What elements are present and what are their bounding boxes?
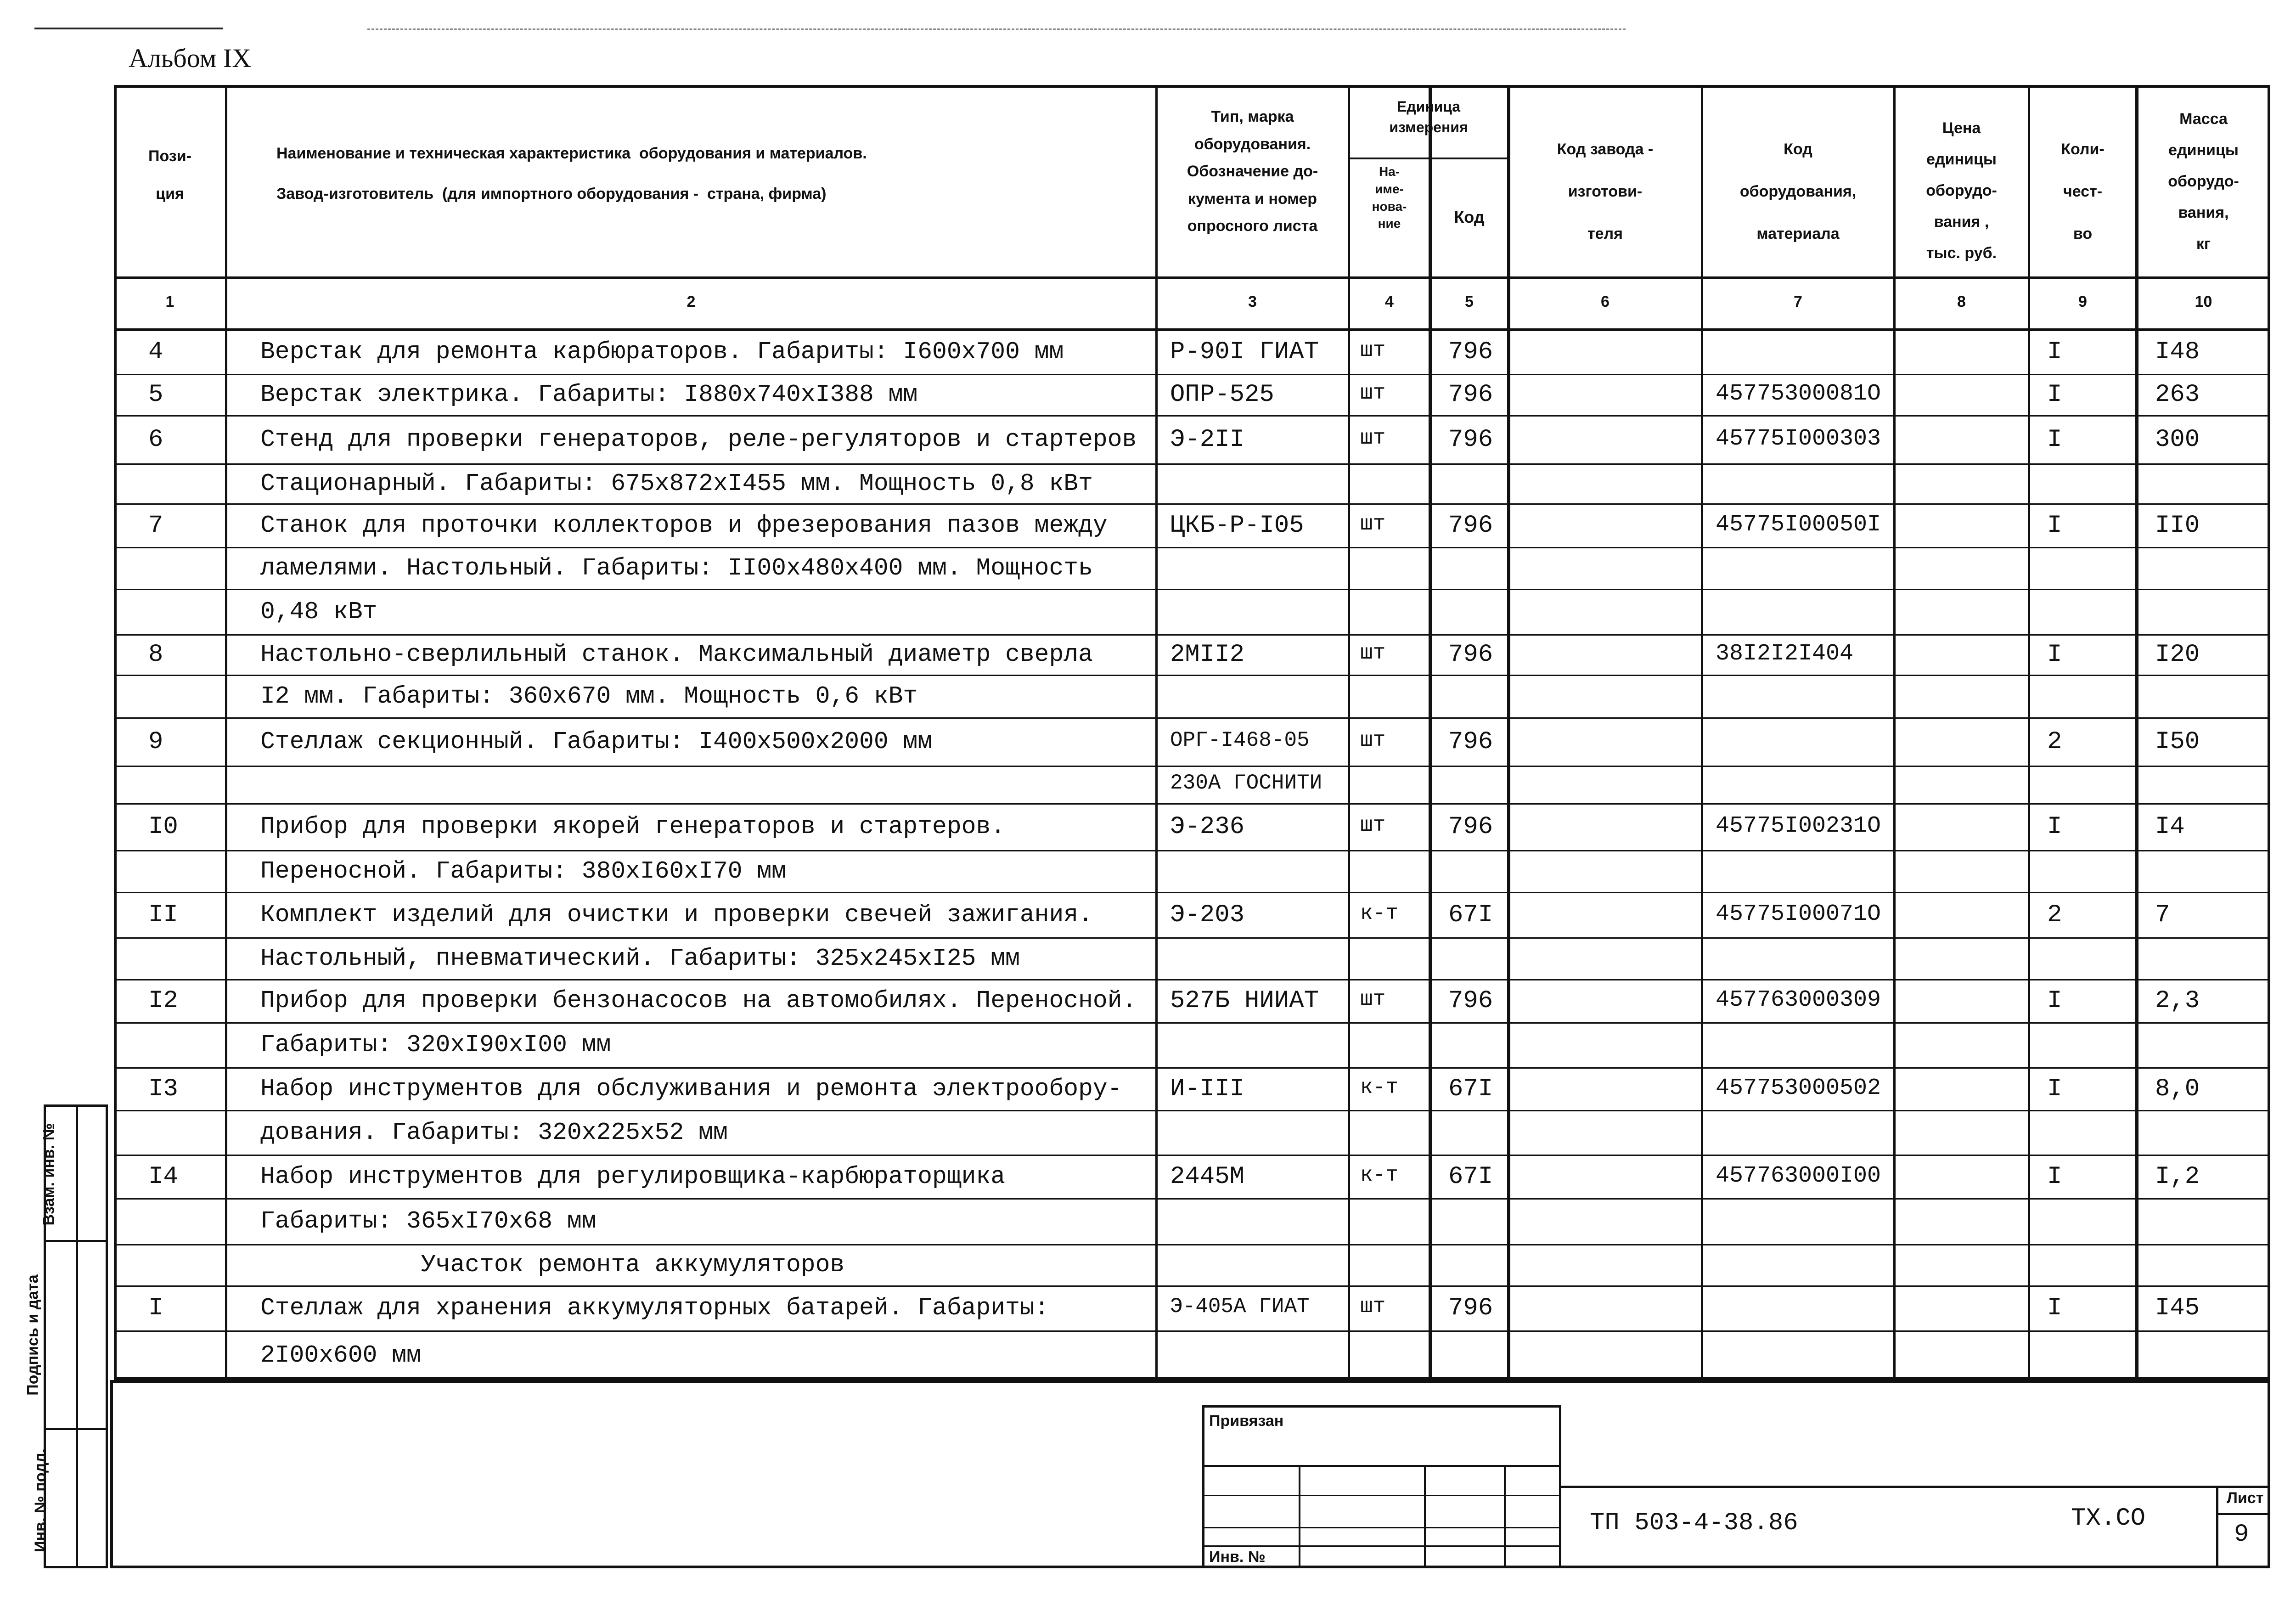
row-divider (114, 547, 2270, 548)
row-mass: I,2 (2155, 1162, 2200, 1191)
row-type: Э-203 (1170, 901, 1245, 929)
row-position: 5 (148, 381, 163, 409)
row-position: I0 (148, 813, 178, 841)
row-unit-code: 796 (1448, 425, 1493, 454)
row-name: Габариты: 365xI70x68 мм (260, 1207, 597, 1235)
row-quantity: I (2047, 381, 2062, 409)
row-type: И-III (1170, 1075, 1245, 1103)
row-divider (114, 463, 2270, 465)
row-divider (114, 1067, 2270, 1069)
row-name: Стенд для проверки генераторов, реле-регуляторов и стартеров (260, 425, 1137, 453)
row-position: I3 (148, 1075, 178, 1103)
row-position: 8 (148, 641, 163, 669)
row-equipment-code: 45775I000303 (1716, 425, 1881, 452)
row-type: 230А ГОСНИТИ (1170, 771, 1322, 795)
column-number: 10 (2195, 293, 2212, 310)
row-divider (114, 803, 2270, 805)
column-number: 6 (1601, 293, 1609, 310)
row-quantity: I (2047, 425, 2062, 454)
row-quantity: I (2047, 338, 2062, 366)
row-divider (114, 589, 2270, 590)
row-divider (114, 1285, 2270, 1287)
row-quantity: I (2047, 1075, 2062, 1103)
row-equipment-code: 45775300081O (1716, 381, 1881, 407)
section-code: ТХ.СО (2071, 1504, 2146, 1532)
row-unit: к-т (1360, 901, 1398, 925)
privyazan-label: Привязан (1209, 1412, 1284, 1430)
row-name: Стеллаж секционный. Габариты: I400x500x2000 мм (260, 727, 933, 755)
row-unit: шт (1360, 1295, 1386, 1318)
row-position: I (148, 1294, 163, 1322)
row-divider (114, 1022, 2270, 1024)
row-position: 4 (148, 338, 163, 366)
row-unit-code: 796 (1448, 987, 1493, 1015)
row-divider (114, 1198, 2270, 1200)
row-position: II (148, 901, 178, 929)
row-position: 9 (148, 727, 163, 756)
row-mass: II0 (2155, 511, 2200, 540)
sheet-label: Лист (2227, 1489, 2264, 1507)
row-equipment-code: 457763000309 (1716, 987, 1881, 1013)
row-quantity: I (2047, 987, 2062, 1015)
header-factory-code: Код завода - изготови- теля (1557, 141, 1654, 242)
row-divider (114, 634, 2270, 636)
column-number: 4 (1385, 293, 1394, 310)
header-unit-group: Единица измерения (1389, 98, 1468, 135)
row-name: Переносной. Габариты: 380xI60xI70 мм (260, 857, 786, 885)
header-position: Пози- ция (148, 147, 191, 203)
row-type: 527Б НИИАТ (1170, 987, 1319, 1015)
row-mass: 7 (2155, 901, 2170, 929)
row-type: 2445М (1170, 1162, 1245, 1191)
row-divider (114, 892, 2270, 893)
column-divider (2135, 85, 2138, 1380)
row-quantity: I (2047, 1294, 2062, 1322)
row-name: I2 мм. Габариты: 360x670 мм. Мощность 0,6 кВт (260, 682, 918, 710)
row-quantity: I (2047, 641, 2062, 669)
row-type: Э-2II (1170, 425, 1245, 454)
row-name: Настольный, пневматический. Габариты: 325x245xI25 мм (260, 944, 1020, 972)
privyazan-block (1202, 1405, 1561, 1568)
row-divider (114, 675, 2270, 676)
row-name: Стеллаж для хранения аккумуляторных батарей. Габариты: (260, 1294, 1049, 1322)
row-unit-code: 796 (1448, 727, 1493, 756)
row-type: Э-236 (1170, 813, 1245, 841)
column-number: 7 (1794, 293, 1802, 310)
row-name: Прибор для проверки якорей генераторов и стартеров. (260, 813, 1006, 840)
row-unit-code: 796 (1448, 641, 1493, 669)
row-unit: шт (1360, 426, 1386, 450)
column-number: 9 (2078, 293, 2087, 310)
row-unit-code: 796 (1448, 381, 1493, 409)
header-bottom-line (114, 276, 2270, 279)
row-unit: шт (1360, 728, 1386, 752)
row-mass: 263 (2155, 381, 2200, 409)
column-number: 5 (1465, 293, 1474, 310)
row-mass: I48 (2155, 338, 2200, 366)
column-divider (1348, 85, 1350, 1380)
row-name: Набор инструментов для регулировщика-карбюраторщика (260, 1162, 1006, 1190)
row-name: ламелями. Настольный. Габариты: II00x480x400 мм. Мощность (260, 554, 1093, 582)
row-quantity: I (2047, 511, 2062, 540)
row-name: Участок ремонта аккумуляторов (260, 1251, 845, 1279)
row-name: Станок для проточки коллекторов и фрезерования пазов между (260, 511, 1108, 539)
row-equipment-code: 38I2I2I404 (1716, 641, 1854, 667)
row-name: Настольно-сверлильный станок. Максимальный диаметр сверла (260, 641, 1093, 668)
row-mass: 300 (2155, 425, 2200, 454)
row-type: ОРГ-I468-05 (1170, 728, 1310, 752)
row-unit-code: 67I (1448, 1162, 1493, 1191)
row-name: Габариты: 320xI90xI00 мм (260, 1031, 611, 1059)
row-unit-code: 796 (1448, 338, 1493, 366)
row-position: 7 (148, 511, 163, 540)
row-mass: I50 (2155, 727, 2200, 756)
row-name: Комплект изделий для очистки и проверки свечей зажигания. (260, 901, 1093, 929)
row-unit: к-т (1360, 1075, 1398, 1099)
column-divider (1893, 85, 1896, 1380)
row-unit-code: 796 (1448, 511, 1493, 540)
row-name: Верстак для ремонта карбюраторов. Габариты: I600x700 мм (260, 338, 1064, 366)
row-quantity: 2 (2047, 901, 2062, 929)
stamp-replace-inv: Взам. инв. № (40, 1123, 58, 1226)
row-equipment-code: 45775I00071O (1716, 901, 1881, 927)
header-mass: Масса единицы оборудо- вания, кг (2168, 110, 2239, 253)
row-divider (114, 1155, 2270, 1156)
row-quantity: 2 (2047, 727, 2062, 756)
row-unit: шт (1360, 813, 1386, 837)
row-quantity: I (2047, 813, 2062, 841)
row-unit-code: 796 (1448, 1294, 1493, 1322)
row-type: 2МII2 (1170, 641, 1245, 669)
header-unit-name: На- име- нова- ние (1372, 164, 1407, 231)
row-position: I2 (148, 987, 178, 1015)
row-mass: 2,3 (2155, 987, 2200, 1015)
row-position: 6 (148, 425, 163, 454)
row-mass: 8,0 (2155, 1075, 2200, 1103)
row-mass: I20 (2155, 641, 2200, 669)
row-type: Р-90I ГИАТ (1170, 338, 1319, 366)
header-name: Наименование и техническая характеристика оборудования и материалов. Завод-изготовитель (для импортного оборудования - страна, фирма) (276, 145, 867, 203)
column-number-bottom-line (114, 328, 2270, 331)
column-divider (1155, 85, 1158, 1380)
column-divider (1429, 85, 1432, 1380)
row-equipment-code: 457763000I00 (1716, 1162, 1881, 1189)
row-divider (114, 1244, 2270, 1245)
row-name: 2I00x600 мм (260, 1341, 421, 1369)
side-stamp (24, 1104, 108, 1568)
row-divider (114, 1330, 2270, 1332)
header-quantity: Коли- чест- во (2061, 141, 2105, 242)
header-unit-code: Код (1454, 208, 1485, 226)
row-equipment-code: 45775I00050I (1716, 511, 1881, 538)
row-name: дования. Габариты: 320x225x52 мм (260, 1118, 728, 1146)
sheet-number: 9 (2234, 1521, 2249, 1549)
column-number: 8 (1957, 293, 1966, 310)
row-mass: I45 (2155, 1294, 2200, 1322)
row-name: 0,48 кВт (260, 597, 377, 625)
row-divider (114, 850, 2270, 851)
row-equipment-code: 45775I00231O (1716, 813, 1881, 839)
row-divider (114, 766, 2270, 767)
header-equipment-code: Код оборудования, материала (1739, 141, 1857, 242)
album-label: Альбом IX (129, 43, 252, 73)
column-number: 2 (687, 293, 696, 310)
row-name: Верстак электрика. Габариты: I880x740xI388 мм (260, 381, 918, 408)
row-type: ОПР-525 (1170, 381, 1274, 409)
column-divider (225, 85, 227, 1380)
header-type: Тип, марка оборудования. Обозначение до- кумента и номер опросного листа (1187, 108, 1318, 235)
row-unit: к-т (1360, 1163, 1398, 1187)
row-divider (114, 503, 2270, 505)
row-equipment-code: 457753000502 (1716, 1075, 1881, 1101)
row-name: Прибор для проверки бензонасосов на автомобилях. Переносной. (260, 987, 1137, 1014)
column-number: 3 (1248, 293, 1257, 310)
row-divider (114, 374, 2270, 375)
unit-group-line (1349, 158, 1508, 159)
row-mass: I4 (2155, 813, 2185, 841)
row-unit: шт (1360, 512, 1386, 536)
row-position: I4 (148, 1162, 178, 1191)
row-unit: шт (1360, 987, 1386, 1011)
row-divider (114, 979, 2270, 980)
row-divider (114, 717, 2270, 719)
column-divider (1507, 85, 1510, 1380)
row-unit-code: 67I (1448, 901, 1493, 929)
stamp-signature-date: Подпись и дата (24, 1274, 42, 1396)
sheet-box (2216, 1486, 2270, 1568)
row-divider (114, 937, 2270, 939)
doc-code: ТП 503-4-38.86 (1590, 1509, 1798, 1537)
row-type: ЦКБ-Р-I05 (1170, 511, 1304, 540)
row-unit: шт (1360, 381, 1386, 405)
row-unit-code: 67I (1448, 1075, 1493, 1103)
top-rule-left (34, 28, 223, 29)
header-price: Цена единицы оборудо- вания , тыс. руб. (1926, 119, 1997, 262)
top-rule-right (367, 28, 1626, 30)
row-quantity: I (2047, 1162, 2062, 1191)
row-unit-code: 796 (1448, 813, 1493, 841)
row-name: Стационарный. Габариты: 675x872xI455 мм. Мощность 0,8 кВт (260, 469, 1093, 497)
column-divider (1701, 85, 1703, 1380)
stamp-orig-inv: Инв. № подл. (31, 1448, 49, 1552)
column-number: 1 (165, 293, 174, 310)
row-divider (114, 1110, 2270, 1111)
row-name: Набор инструментов для обслуживания и ремонта электрообору- (260, 1075, 1122, 1103)
row-unit: шт (1360, 338, 1386, 362)
row-divider (114, 415, 2270, 417)
column-divider (2028, 85, 2030, 1380)
inv-no-label: Инв. № (1209, 1548, 1266, 1566)
row-type: Э-405А ГИАТ (1170, 1295, 1310, 1318)
row-unit: шт (1360, 641, 1386, 665)
